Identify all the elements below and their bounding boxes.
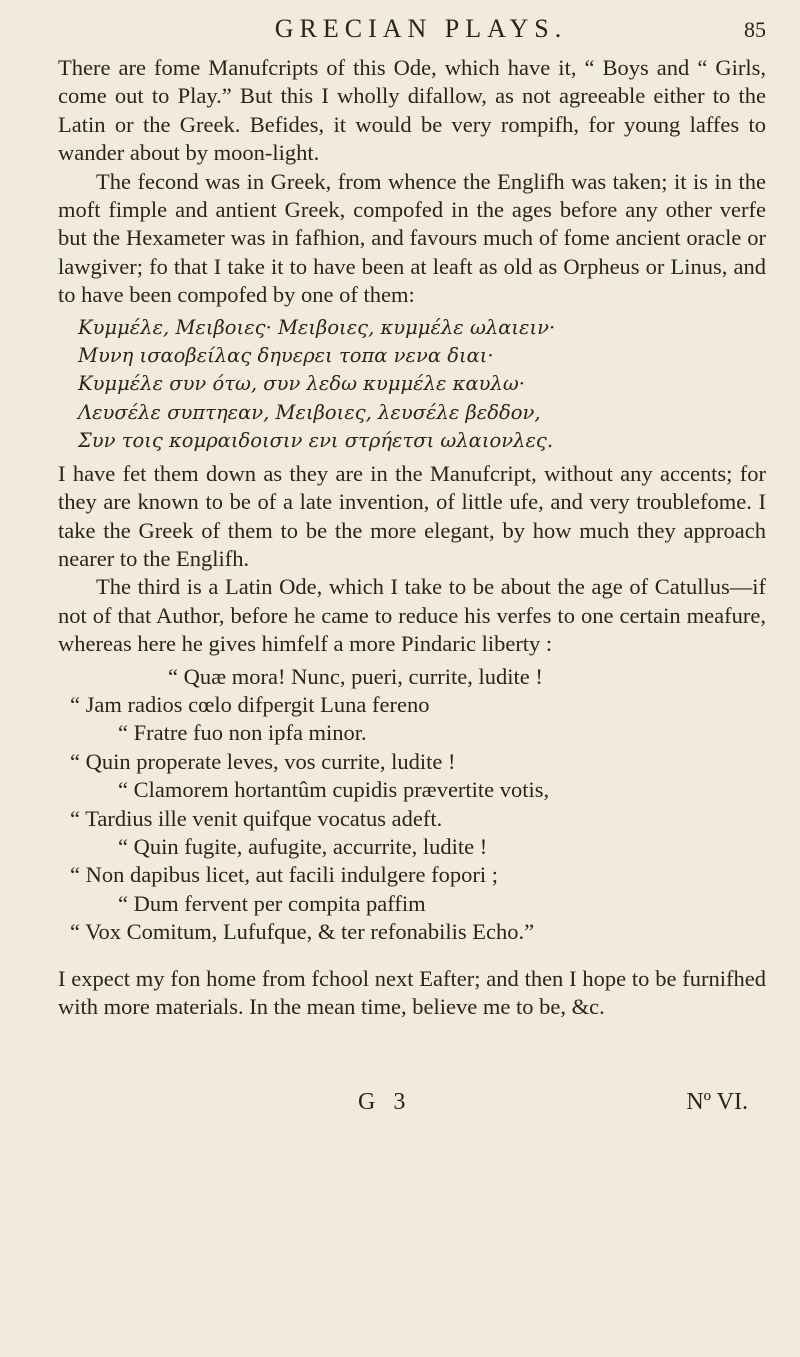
latin-verse-line: “ Clamorem hortantûm cupidis prævertite votis, xyxy=(118,777,550,803)
running-title: GRECIAN PLAYS. xyxy=(274,14,568,43)
latin-verse-line: “ Vox Comitum, Lufufque, & ter refonabilis Echo.” xyxy=(70,919,535,945)
greek-verse-line: Κυμμέλε, Μειβοιες· Μειβοιες, κυμμέλε ωλαιειν· xyxy=(78,315,556,339)
latin-verse-line: “ Non dapibus licet, aut facili indulgere fopori ; xyxy=(70,862,498,888)
signature-mark: G 3 xyxy=(358,1089,412,1116)
latin-verse xyxy=(58,663,766,947)
running-header xyxy=(58,14,766,54)
latin-verse-line: “ Fratre fuo non ipfa minor. xyxy=(118,720,367,746)
greek-verse-line: Λευσέλε συπτηεαν, Μειβοιες, λευσέλε βεδδον, xyxy=(78,400,541,424)
paragraph-accents: I have fet them down as they are in the Manufcript, without any accents; for they are known to be of a late invention, of little ufe, and very troublefome. I take the Greek of them to be the more elegant, by how much they approach nearer to the Englifh. xyxy=(58,460,766,571)
paragraph-closing: I expect my fon home from fchool next Eafter; and then I hope to be furnifhed with more materials. In the mean time, believe me to be, &c. xyxy=(58,965,766,1019)
greek-verse xyxy=(58,314,766,456)
page-footer xyxy=(58,1089,766,1116)
page-number: 85 xyxy=(744,17,766,42)
latin-verse-line: “ Tardius ille venit quifque vocatus adeft. xyxy=(70,805,443,831)
greek-verse-line: Μυνη ισαοβείλας δηυερει τοπα νενα διαι· xyxy=(78,344,494,368)
greek-verse-line: Κυμμέλε συν ότω, συν λεδω κυμμέλε καυλω· xyxy=(78,372,525,396)
latin-verse-line: “ Dum fervent per compita paffim xyxy=(118,890,426,916)
latin-verse-line: “ Quin properate leves, vos currite, ludite ! xyxy=(70,748,456,774)
paragraph-second-greek: The fecond was in Greek, from whence the Englifh was taken; it is in the moft fimple and antient Greek, compofed in the ages before any other verfe but the Hexameter was in fafhion, and favours much of fome ancient oracle or lawgiver; fo that I take it to have been at leaft as old as Orpheus or Linus, and to have been compofed by one of them: xyxy=(58,168,766,308)
paragraph-manuscripts: There are fome Manufcripts of this Ode, which have it, “ Boys and “ Girls, come out to Play.” But this I wholly difallow, as not agreeable either to the Latin or the Greek. Befides, it would be very rompifh, for young laffes to wander about by moon-light. xyxy=(58,55,766,166)
latin-verse-line: “ Quin fugite, aufugite, accurrite, ludite ! xyxy=(118,833,488,859)
paragraph-latin-ode: The third is a Latin Ode, which I take to be about the age of Catullus—if not of that Author, before he came to reduce his verfes to one certain meafure, whereas here he gives himfelf a more Pindaric liberty : xyxy=(58,574,766,657)
latin-verse-line: “ Quæ mora! Nunc, pueri, currite, ludite ! xyxy=(168,663,543,689)
latin-verse-line: “ Jam radios cœlo difpergit Luna fereno xyxy=(70,691,430,717)
greek-verse-line: Συν τοις κομραιδοισιν ενι στρήετσι ωλαιονλες. xyxy=(78,429,554,453)
catchword: Nº VI. xyxy=(686,1089,748,1116)
